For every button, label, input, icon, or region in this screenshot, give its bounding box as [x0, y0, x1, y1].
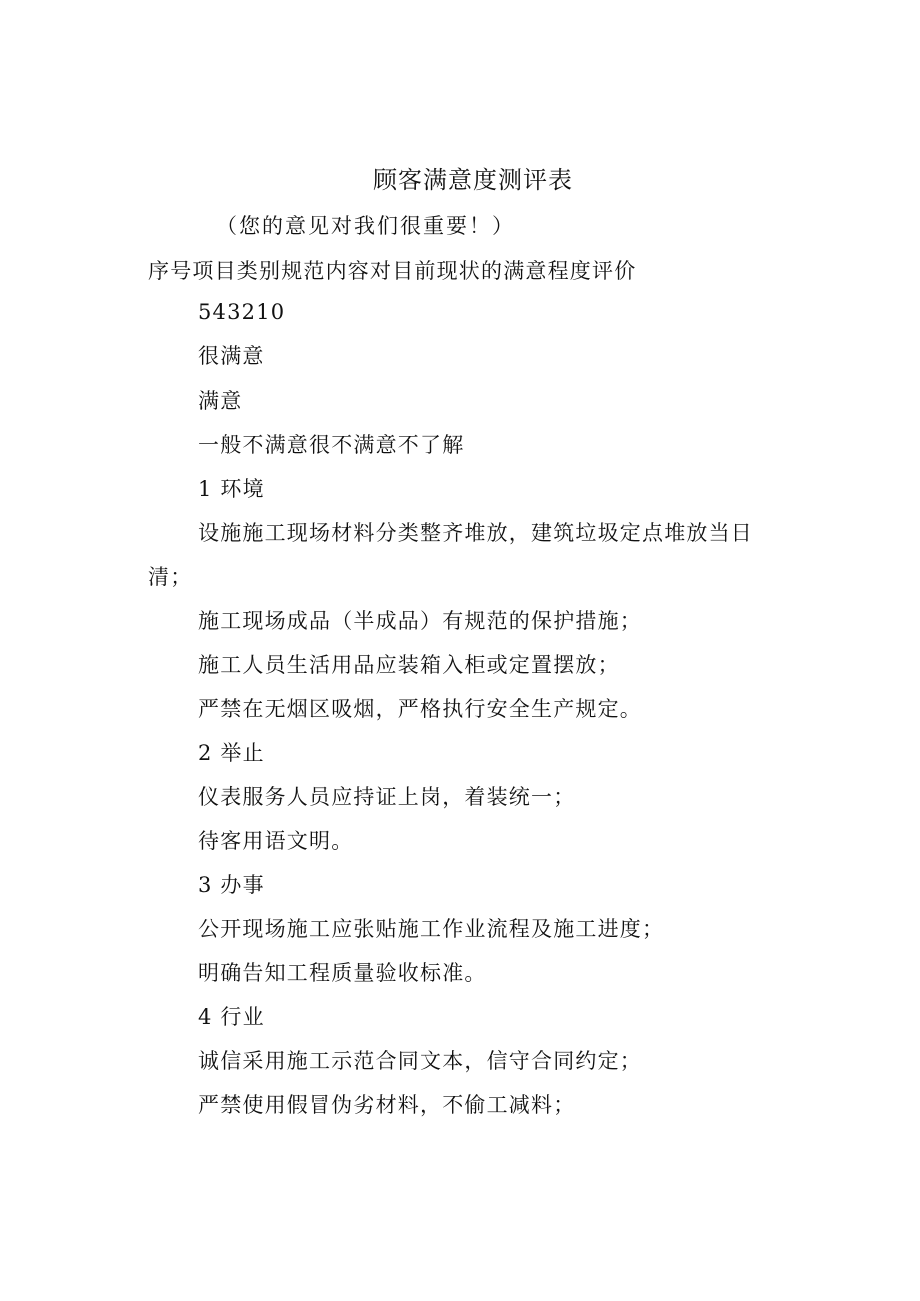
section-heading: 1 环境: [198, 477, 265, 501]
section-line: 公开现场施工应张贴施工作业流程及施工进度；: [198, 917, 665, 941]
rating-label: 一般不满意很不满意不了解: [198, 433, 465, 457]
score-scale: 543210: [198, 300, 286, 324]
section-line: 明确告知工程质量验收标准。: [198, 961, 487, 985]
section-heading: 4 行业: [198, 1005, 265, 1029]
section-line: 严禁在无烟区吸烟，严格执行安全生产规定。: [198, 697, 642, 721]
table-header-text: 序号项目类别规范内容对目前现状的满意程度评价: [148, 259, 637, 283]
document-subtitle: （您的意见对我们很重要！）: [216, 214, 515, 238]
section-line: 施工现场成品（半成品）有规范的保护措施；: [198, 609, 642, 633]
section-line: 诚信采用施工示范合同文本，信守合同约定；: [198, 1049, 642, 1073]
rating-label: 很满意: [198, 344, 265, 368]
section-heading: 3 办事: [198, 873, 265, 897]
section-line: 设施施工现场材料分类整齐堆放，建筑垃圾定点堆放当日: [198, 521, 753, 545]
section-line: 清；: [148, 565, 193, 589]
document-title: 顾客满意度测评表: [373, 166, 573, 194]
rating-label: 满意: [198, 389, 243, 413]
section-line: 仪表服务人员应持证上岗，着装统一；: [198, 785, 576, 809]
section-line: 施工人员生活用品应装箱入柜或定置摆放；: [198, 653, 620, 677]
section-line: 待客用语文明。: [198, 829, 354, 853]
section-heading: 2 举止: [198, 741, 265, 765]
section-line: 严禁使用假冒伪劣材料，不偷工减料；: [198, 1093, 576, 1117]
